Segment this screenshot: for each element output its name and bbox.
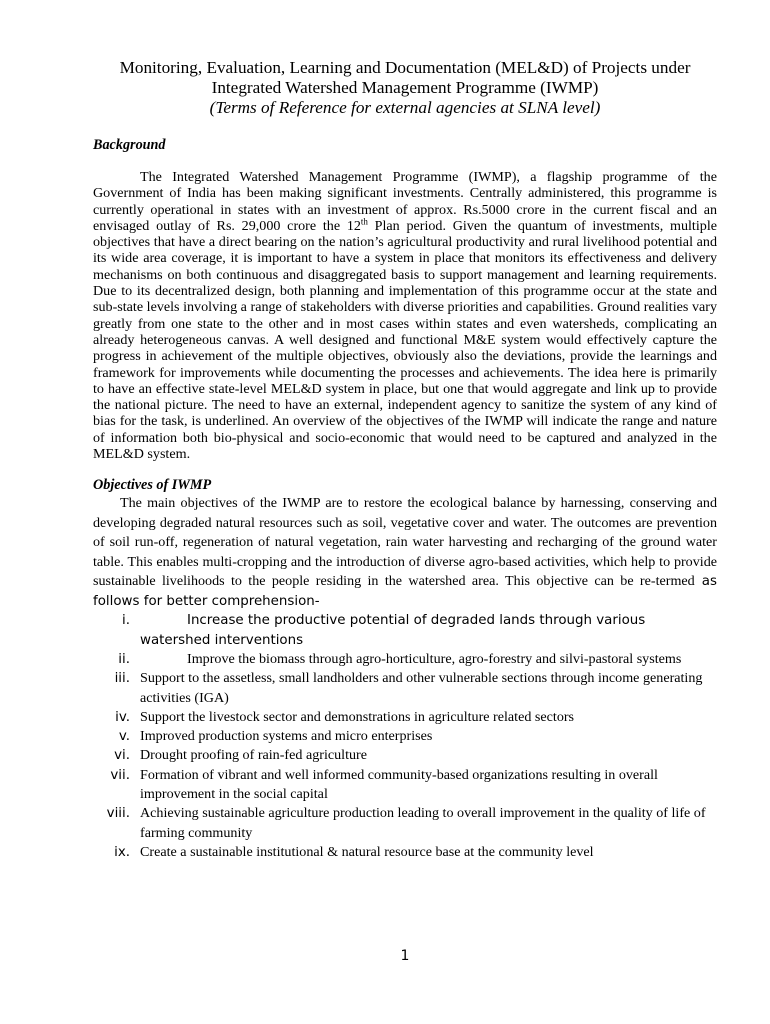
page-number: 1 [400,948,410,964]
superscript-th: th [360,216,368,227]
list-item-text: Drought proofing of rain-fed agriculture [140,747,367,764]
list-item [93,843,717,862]
list-item-number: ix. [114,844,130,860]
list-item [93,650,717,669]
list-item-text: Increase the productive potential of degraded lands through various watershed interventions [140,613,646,648]
list-item-number: vi. [114,748,130,764]
list-item [93,766,717,805]
background-text-part-1: The Integrated Watershed Management Programme (IWMP), a flagship programme of the Government of India has been making significant investments. Centrally administered, this programme is currently operational in states with an investment of approx. Rs.5000 crore in the current fiscal and an envisaged outlay of Rs. 29,000 crore the 12 [93,169,717,234]
list-item-number: viii. [106,806,130,822]
background-paragraph [93,169,717,462]
objectives-paragraph [93,494,717,611]
objectives-text-tail: as follows for better comprehension- [93,574,717,609]
list-item [93,746,717,765]
objectives-text-main: The main objectives of the IWMP are to restore the ecological balance by harnessing, conserving and developing degraded natural resources such as soil, vegetative cover and water. The outcomes are prevention of soil run-off, regeneration of natural vegetation, rain water harvesting and recharging of the ground water table. This enables multi-cropping and the introduction of diverse agro-based activities, which help to provide sustainable livelihoods to the people residing in the watershed area. This objective can be re-termed [93,495,717,590]
list-item-text: Achieving sustainable agriculture production leading to overall improvement in the quality of life of farming community [140,805,706,841]
document-title [93,58,717,118]
list-item-text: Create a sustainable institutional & natural resource base at the community level [140,843,594,860]
title-subtitle: (Terms of Reference for external agencies at SLNA level) [209,98,601,117]
background-text-part-2: Plan period. Given the quantum of investments, multiple objectives that have a direct bearing on the nation’s agricultural productivity and rural livelihood potential and its wide area coverage, it is important to have a system in place that monitors its effectiveness and delivery mechanisms on both continuous and disaggregated basis to support management and learning requirements. Due to its decentralized design, both planning and implementation of this programme occur at the state and sub-state levels involving a range of stakeholders with diverse priorities and capabilities. Ground realities vary greatly from one state to the other and in most cases within states and even watersheds, complicating an already heterogeneous canvas. A well designed and functional M&E system would effectively capture the progress in achievement of the multiple objectives, obviously also the deviations, provide the learnings and framework for improvements while documenting the processes and achievements. The idea here is primarily to have an effective state-level MEL&D system in place, but one that would aggregate and link up to provide the national picture. The need to have an external, independent agency to sanitize the system of any kind of bias for the task, is underlined. An overview of the objectives of the IWMP will indicate the range and nature of information both bio-physical and socio-economic that would need to be captured and analyzed in the MEL&D system. [93,217,717,463]
list-item-text: Support the livestock sector and demonstrations in agriculture related sectors [140,708,575,725]
title-line-1: Monitoring, Evaluation, Learning and Documentation (MEL&D) of Projects under [119,58,691,77]
title-line-2: Integrated Watershed Management Programme (IWMP) [211,78,599,97]
list-item-number: v. [118,729,130,745]
document-page [93,58,717,862]
list-item [93,669,717,708]
list-item [93,708,717,727]
list-item-text: Support to the assetless, small landholders and other vulnerable sections through income generating activities (IGA) [140,670,703,706]
background-heading: Background [93,137,166,153]
list-item [93,804,717,843]
objectives-list [93,611,717,862]
list-item-number: iv. [115,709,130,725]
list-item-text: Formation of vibrant and well informed community-based organizations resulting in overall improvement in the social capital [140,766,658,803]
list-item-text: Improve the biomass through agro-horticulture, agro-forestry and silvi-pastoral systems [187,650,682,667]
list-item-number: vii. [110,767,130,783]
list-item-number: ii. [118,651,130,667]
list-item-number: i. [122,613,130,629]
objectives-heading: Objectives of IWMP [93,477,212,494]
list-item [93,611,717,650]
list-item [93,727,717,746]
list-item-number: iii. [114,671,130,687]
list-item-text: Improved production systems and micro enterprises [140,728,433,745]
